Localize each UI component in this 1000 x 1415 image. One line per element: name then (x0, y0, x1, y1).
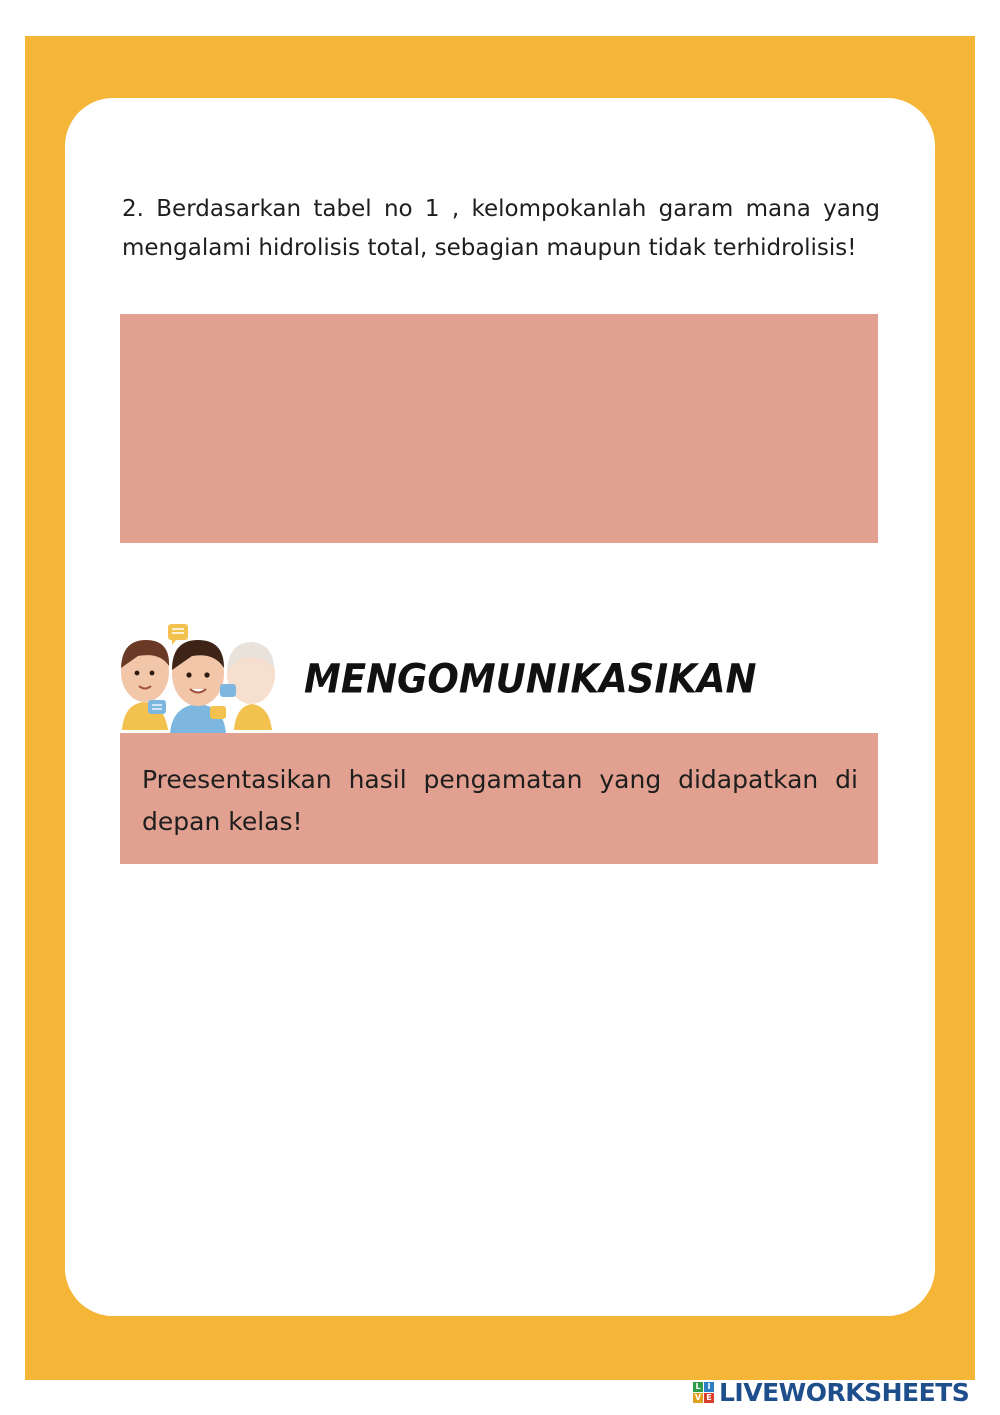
instruction-text: Preesentasikan hasil pengamatan yang didapatkan di depan kelas! (142, 765, 858, 836)
logo-letter: I (704, 1382, 714, 1392)
question-text: 2. Berdasarkan tabel no 1 , kelompokanlah garam mana yang mengalami hidrolisis total, sebagian maupun tidak terhidrolisis! (122, 196, 880, 261)
logo-letter: L (693, 1382, 703, 1392)
logo-letter: E (704, 1393, 714, 1403)
watermark-text: LIVEWORKSHEETS (719, 1377, 970, 1407)
liveworksheets-logo-icon (693, 1382, 714, 1403)
three-people-talking-icon (114, 618, 284, 738)
liveworksheets-watermark (693, 1375, 969, 1409)
logo-letter: V (694, 1392, 702, 1402)
instruction-box (120, 733, 878, 864)
answer-box[interactable] (120, 314, 878, 543)
section-title: MENGOMUNIKASIKAN (304, 656, 757, 703)
